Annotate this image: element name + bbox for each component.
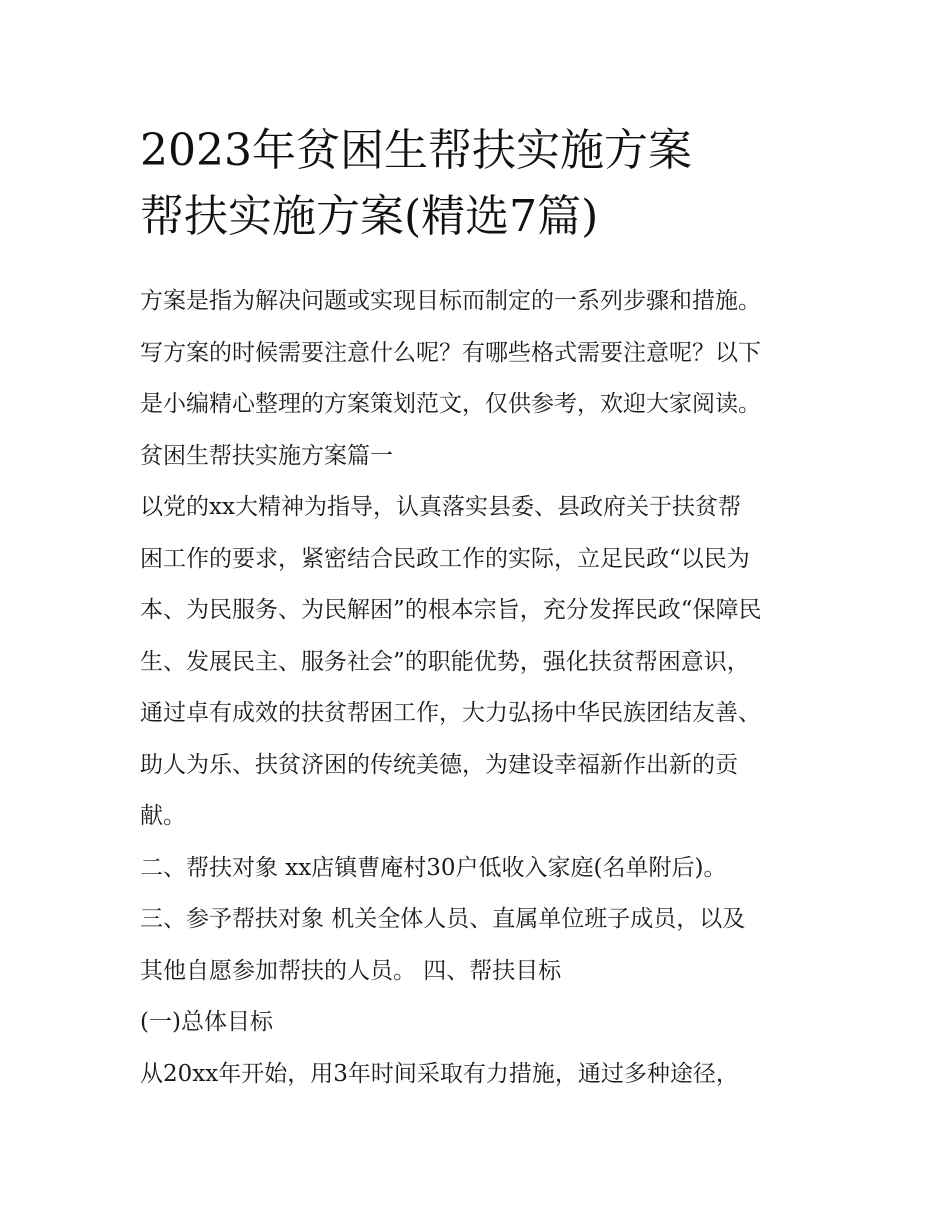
body-line: 困工作的要求，紧密结合民政工作的实际，立足民政“以民为 [140,545,750,572]
body-line: 本、为民服务、为民解困”的根本宗旨，充分发挥民政“保障民 [140,597,762,623]
body-line: 方案是指为解决问题或实现目标而制定的一系列步骤和措施。 [140,288,761,314]
subsection-heading: (一)总体目标 [140,1009,273,1035]
body-line: 以党的xx大精神为指导，认真落实县委、县政府关于扶贫帮 [140,494,741,520]
document-content [140,118,820,1100]
body-line: 其他自愿参加帮扶的人员。 四、帮扶目标 [140,957,562,984]
document-title-line-1: 2023年贫困生帮扶实施方案 [140,125,692,176]
body-line: 是小编精心整理的方案策划范文，仅供参考，欢迎大家阅读。 [140,391,761,417]
body-line: 二、帮扶对象 xx店镇曹庵村30户低收入家庭(名单附后)。 [140,854,727,881]
body-line: 助人为乐、扶贫济困的传统美德，为建设幸福新作出新的贡 [140,751,738,778]
document-title-line-2: 帮扶实施方案(精选7篇) [140,191,599,242]
body-line: 三、参予帮扶对象 机关全体人员、直属单位班子成员，以及 [140,906,746,932]
body-line: 从20xx年开始，用3年时间采取有力措施，通过多种途径， [140,1060,739,1087]
body-line: 写方案的时候需要注意什么呢？有哪些格式需要注意呢？以下 [140,339,761,366]
section-heading: 贫困生帮扶实施方案篇一 [140,442,393,469]
body-line: 献。 [140,803,186,829]
body-line: 生、发展民主、服务社会”的职能优势，强化扶贫帮困意识， [140,648,750,675]
body-line: 通过卓有成效的扶贫帮困工作，大力弘扬中华民族团结友善、 [140,700,761,726]
